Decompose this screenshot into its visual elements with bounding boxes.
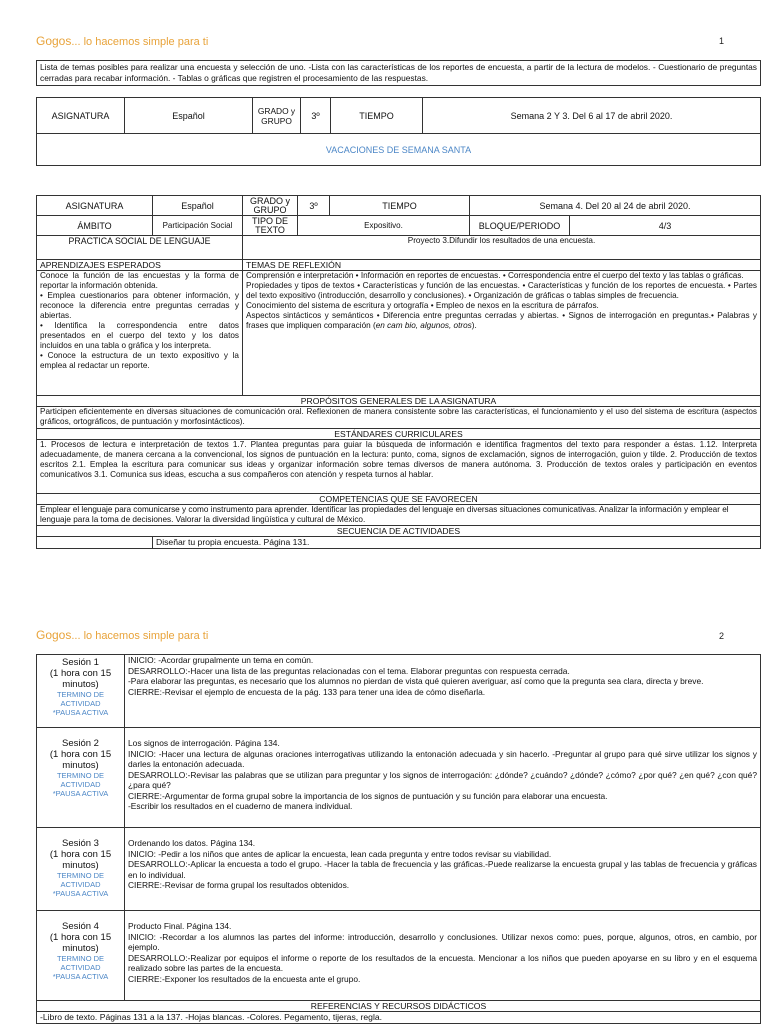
session-2-activities	[125, 728, 761, 828]
session-title: Sesión 4	[62, 921, 99, 932]
session-4-activities	[125, 911, 761, 1001]
schedule-table-weeks-2-3	[36, 97, 761, 166]
tema-text-end: ).	[471, 321, 477, 330]
session-termino: TERMINO DE ACTIVIDAD	[56, 871, 105, 889]
secuencia-label: SECUENCIA DE ACTIVIDADES	[37, 526, 761, 537]
activity-line: -Para elaborar las preguntas, es necesario que los alumnos no pierdan de vista qué quieren averiguar, así como que la pregunta sea clara, directa y breve.	[128, 676, 704, 686]
session-duration: (1 hora con 15 minutos)	[49, 932, 112, 954]
propositos-text: Participen eficientemente en diversas situaciones de comunicación oral. Reflexionen de manera consistente sobre las características, el funcionamiento y el uso del sistema de escritura (aspectos gráficos, ortográficos, de puntuación y morfosintácticos).	[37, 407, 761, 429]
temas-list	[243, 271, 761, 396]
referencias-text: -Libro de texto. Páginas 131 a la 137. -Hojas blancas. -Colores. Pegamento, tijeras, regla.	[37, 1012, 761, 1024]
session-pausa: *PAUSA ACTIVA	[52, 789, 109, 798]
tiempo-value: Semana 2 Y 3. Del 6 al 17 de abril 2020.	[423, 98, 761, 134]
session-pausa: *PAUSA ACTIVA	[52, 972, 109, 981]
activity-line: INICIO: -Pedir a los niños que antes de aplicar la encuesta, lean cada pregunta y entre todos revisar su viabilidad.	[128, 848, 552, 859]
activity-line: INICIO: -Acordar grupalmente un tema en común.	[128, 655, 314, 665]
tipo-texto-label: TIPO DE TEXTO	[243, 216, 298, 236]
session-2-info	[37, 728, 125, 828]
session-pausa: *PAUSA ACTIVA	[52, 889, 109, 898]
activity-line: DESARROLLO:-Realizar por equipos el informe o reporte de los resultados de la encuesta. Mencionar a los niños que pueden apoyarse en su libro y en el esquema realizado sobre las partes de la encuesta.	[128, 952, 757, 973]
activity-line: Ordenando los datos. Página 134.	[128, 838, 256, 848]
grado-label-2: GRADO y GRUPO	[243, 196, 298, 216]
session-1-info	[37, 655, 125, 728]
session-duration: (1 hora con 15 minutos)	[49, 849, 112, 871]
competencias-label: COMPETENCIAS QUE SE FAVORECEN	[37, 494, 761, 505]
aprendizajes-label: APRENDIZAJES ESPERADOS	[37, 260, 243, 271]
competencias-text: Emplear el lenguaje para comunicarse y como instrumento para aprender. Identificar las propiedades del lenguaje en diversas situaciones comunicativas. Analizar la información y emplear el lenguaje para la toma de decisiones. Valorar la diversidad lingüística y cultural de México.	[37, 505, 761, 526]
aprendizaje-item: • Identifica la correspondencia entre datos presentados en el cuerpo del texto y los datos incluidos en una tabla o gráfica y los interpreta.	[40, 321, 239, 350]
session-termino: TERMINO DE ACTIVIDAD	[56, 690, 105, 708]
page-header	[36, 34, 208, 48]
activity-line: CIERRE:-Revisar de forma grupal los resultados obtenidos.	[128, 880, 350, 890]
propositos-label: PROPÓSITOS GENERALES DE LA ASIGNATURA	[37, 396, 761, 407]
activity-line: DESARROLLO:-Revisar las palabras que se utilizan para preguntar y los signos de interrogación: ¿dónde? ¿cuándo? ¿dónde? ¿cómo? ¿por qué? ¿en qué? ¿con qué? ¿para qué?	[128, 769, 757, 790]
tiempo-value-2: Semana 4. Del 20 al 24 de abril 2020.	[470, 196, 761, 216]
page-header-2	[36, 628, 208, 642]
tema-text: Aspectos sintácticos y semánticos • Diferencia entre preguntas cerradas y abiertas. • Signos de interrogación en preguntas.• Palabras y frases que impliquen comparación (	[246, 311, 757, 330]
ambito-value: Participación Social	[153, 216, 243, 236]
secuencia-spacer	[37, 537, 153, 549]
tiempo-label-2: TIEMPO	[330, 196, 470, 216]
asignatura-value: Español	[125, 98, 253, 134]
vacation-banner: VACACIONES DE SEMANA SANTA	[37, 134, 761, 166]
page-number-2: 2	[718, 631, 724, 641]
grado-value-2: 3º	[298, 196, 330, 216]
brand-name: Gogos	[36, 34, 72, 48]
ambito-label: ÁMBITO	[37, 216, 153, 236]
planning-table-week-4	[36, 195, 761, 549]
activity-line: INICIO: -Recordar a los alumnos las partes del informe: introducción, desarrollo y conclusiones. Utilizar nexos como: pues, porque, algunos, otros, en cambio, por ejemplo.	[128, 931, 757, 952]
brand-tagline: ... lo hacemos simple para ti	[71, 630, 209, 642]
session-title: Sesión 1	[62, 657, 99, 668]
activity-line: Producto Final. Página 134.	[128, 921, 232, 931]
aprendizajes-list	[37, 271, 243, 396]
session-4-info	[37, 911, 125, 1001]
grado-value: 3º	[301, 98, 331, 134]
bloque-label: BLOQUE/PERIODO	[470, 216, 570, 236]
sessions-table	[36, 654, 761, 1024]
activity-line: CIERRE:-Argumentar de forma grupal sobre la importancia de los signos de puntuación y su función para elaborar una encuesta.	[128, 790, 608, 801]
tipo-texto-value: Expositivo.	[298, 216, 470, 236]
session-3-info	[37, 828, 125, 911]
estandares-label: ESTÁNDARES CURRICULARES	[37, 429, 761, 440]
tema-italic-examples: en cam bio, algunos, otros	[375, 321, 472, 330]
temas-label: TEMAS DE REFLEXIÓN	[243, 260, 761, 271]
tema-item	[246, 311, 757, 331]
estandares-text: 1. Procesos de lectura e interpretación de textos 1.7. Plantea preguntas para guiar la búsqueda de información e identifica fragmentos del texto para responder a éstas. 1.12. Interpreta adecuadamente, de manera cercana a la convencional, los signos de puntuación en la lectura: punto, coma, signos de exclamación, signos de interrogación, guion y tilde. 2. Producción de textos escritos 2.1. Emplea la escritura para comunicar sus ideas y organizar información sobre temas diversos de manera autónoma. 3. Producción de textos orales y participación en eventos comunicativos 3.1. Comunica sus ideas, escucha a sus compañeros con atención y respeta turnos al hablar.	[37, 440, 761, 494]
practica-label: PRACTICA SOCIAL DE LENGUAJE	[37, 236, 243, 260]
session-termino: TERMINO DE ACTIVIDAD	[56, 954, 105, 972]
referencias-label: REFERENCIAS Y RECURSOS DIDÁCTICOS	[37, 1001, 761, 1012]
brand-tagline: ... lo hacemos simple para ti	[71, 36, 209, 48]
session-3-activities	[125, 828, 761, 911]
activity-line: CIERRE:-Exponer los resultados de la encuesta ante el grupo.	[128, 973, 361, 984]
asignatura-value-2: Español	[153, 196, 243, 216]
bloque-value: 4/3	[570, 216, 761, 236]
aprendizaje-item: • Emplea cuestionarios para obtener información, y reconoce la diferencia entre preguntas cerradas y abiertas.	[40, 291, 239, 320]
session-pausa: *PAUSA ACTIVA	[52, 708, 109, 717]
session-title: Sesión 2	[62, 738, 99, 749]
practica-value: Proyecto 3.Difundir los resultados de una encuesta.	[243, 236, 761, 260]
activity-line: INICIO: -Hacer una lectura de algunas oraciones interrogativas utilizando la entonación adecuada y sin hacerlo. -Preguntar al grupo para qué sirve utilizar los signos y darles la entonación adecuada.	[128, 748, 757, 769]
intro-text: Lista de temas posibles para realizar una encuesta y selección de uno. -Lista con las características de los reportes de encuesta, a partir de la lectura de modelos. - Cuestionario de preguntas cerradas para recabar información. - Tablas o gráficas que registren el procesamiento de las respuestas.	[37, 61, 761, 86]
tema-item: Comprensión e interpretación • Información en reportes de encuestas. • Correspondencia entre el cuerpo del texto y las tablas o gráficas.	[246, 271, 744, 280]
tema-item: Conocimiento del sistema de escritura y ortografía • Empleo de nexos en la escritura de párrafos.	[246, 301, 599, 310]
page-number: 1	[718, 36, 724, 46]
activity-line: DESARROLLO:-Hacer una lista de las preguntas relacionadas con el tema. Elaborar preguntas con respuesta cerrada.	[128, 665, 570, 676]
session-1-activities	[125, 655, 761, 728]
activity-line: Los signos de interrogación. Página 134.	[128, 738, 280, 748]
session-duration: (1 hora con 15 minutos)	[49, 668, 112, 690]
session-duration: (1 hora con 15 minutos)	[49, 749, 112, 771]
session-title: Sesión 3	[62, 838, 99, 849]
asignatura-label: ASIGNATURA	[37, 98, 125, 134]
secuencia-value: Diseñar tu propia encuesta. Página 131.	[153, 537, 761, 549]
aprendizaje-item: Conoce la función de las encuestas y la forma de reportar la información obtenida.	[40, 271, 239, 290]
intro-box	[36, 60, 761, 86]
tema-item: Propiedades y tipos de textos • Características y función de las encuestas. • Características y función de los reportes de encuesta. • Partes del texto expositivo (introducción, desarrollo y conclusiones). • Organización de gráficas o tablas simples de frecuencia.	[246, 281, 757, 300]
activity-line: -Escribir los resultados en el cuaderno de manera individual.	[128, 801, 353, 811]
asignatura-label-2: ASIGNATURA	[37, 196, 153, 216]
grado-label: GRADO y GRUPO	[253, 98, 301, 134]
tiempo-label: TIEMPO	[331, 98, 423, 134]
activity-line: CIERRE:-Revisar el ejemplo de encuesta de la pág. 133 para tener una idea de cómo diseñarla.	[128, 686, 486, 697]
brand-name: Gogos	[36, 628, 72, 642]
activity-line: DESARROLLO:-Aplicar la encuesta a todo el grupo. -Hacer la tabla de frecuencia y las gráficas.-Puede realizarse la encuesta grupal y las tablas de frecuencia y gráficas en lo individual.	[128, 859, 757, 880]
aprendizaje-item: • Conoce la estructura de un texto expositivo y la emplea al redactar un reporte.	[40, 351, 239, 370]
session-termino: TERMINO DE ACTIVIDAD	[56, 771, 105, 789]
